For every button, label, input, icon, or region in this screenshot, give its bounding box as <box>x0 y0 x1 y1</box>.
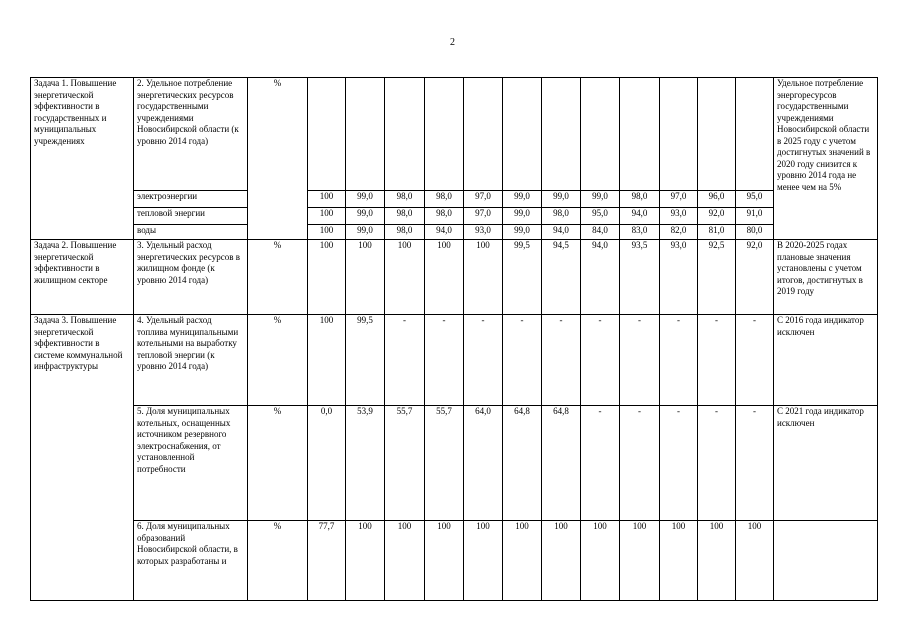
value-cell: 100 <box>425 240 464 315</box>
value-cell: 93,0 <box>660 208 698 225</box>
value-cell: 99,0 <box>542 191 581 208</box>
value-cell: - <box>464 315 503 406</box>
value-cell: - <box>503 315 542 406</box>
value-cell <box>542 78 581 191</box>
value-cell: 99,0 <box>346 208 385 225</box>
value-cell: 94,0 <box>620 208 660 225</box>
value-cell: 100 <box>464 240 503 315</box>
value-cell: 83,0 <box>620 225 660 240</box>
value-cell: 100 <box>308 225 346 240</box>
value-cell: 100 <box>308 208 346 225</box>
unit-cell: % <box>248 315 308 406</box>
value-cell: 100 <box>346 521 385 601</box>
value-cell: 53,9 <box>346 406 385 521</box>
table-row <box>31 315 878 406</box>
value-cell <box>425 78 464 191</box>
value-cell: 98,0 <box>425 191 464 208</box>
value-cell: 100 <box>620 521 660 601</box>
indicators-table <box>30 77 878 601</box>
value-cell: - <box>698 406 736 521</box>
value-cell: 100 <box>736 521 774 601</box>
unit-cell: % <box>248 78 308 240</box>
unit-cell: % <box>248 406 308 521</box>
value-cell: 99,0 <box>346 225 385 240</box>
note-cell <box>774 521 878 601</box>
value-cell: 98,0 <box>385 191 425 208</box>
value-cell: - <box>698 315 736 406</box>
value-cell: 100 <box>385 240 425 315</box>
value-cell: - <box>581 315 620 406</box>
value-cell <box>346 78 385 191</box>
value-cell: 77,7 <box>308 521 346 601</box>
value-cell: 100 <box>425 521 464 601</box>
value-cell: 100 <box>308 240 346 315</box>
value-cell: 100 <box>581 521 620 601</box>
value-cell: 0,0 <box>308 406 346 521</box>
value-cell: 55,7 <box>425 406 464 521</box>
value-cell: - <box>736 315 774 406</box>
value-cell: 100 <box>308 191 346 208</box>
value-cell: 98,0 <box>542 208 581 225</box>
value-cell: 81,0 <box>698 225 736 240</box>
value-cell: 100 <box>698 521 736 601</box>
value-cell: 55,7 <box>385 406 425 521</box>
value-cell: 97,0 <box>660 191 698 208</box>
subrow-label: воды <box>134 225 248 240</box>
value-cell: 100 <box>542 521 581 601</box>
value-cell <box>581 78 620 191</box>
value-cell <box>503 78 542 191</box>
value-cell: 100 <box>660 521 698 601</box>
table-row <box>31 191 878 208</box>
table-row <box>31 208 878 225</box>
value-cell: 93,0 <box>464 225 503 240</box>
value-cell <box>698 78 736 191</box>
value-cell: 97,0 <box>464 191 503 208</box>
value-cell: 64,8 <box>542 406 581 521</box>
note-cell: Удельное потребление энергоресурсов государственными учреждениями Новосибирской области в 2025 году с учетом достигнутых значений в 2020 году снизится к уровню 2014 года не менее чем на 5% <box>774 78 878 240</box>
value-cell: 99,0 <box>581 191 620 208</box>
value-cell <box>385 78 425 191</box>
value-cell: 100 <box>385 521 425 601</box>
value-cell: 92,0 <box>698 208 736 225</box>
note-cell: С 2021 года индикатор исключен <box>774 406 878 521</box>
value-cell: - <box>581 406 620 521</box>
unit-cell: % <box>248 521 308 601</box>
value-cell: 99,5 <box>346 315 385 406</box>
value-cell: 84,0 <box>581 225 620 240</box>
task-cell: Задача 1. Повышение энергетической эффективности в государственных и муниципальных учреждениях <box>31 78 134 240</box>
value-cell: 100 <box>503 521 542 601</box>
value-cell: 80,0 <box>736 225 774 240</box>
value-cell: - <box>620 406 660 521</box>
task-cell: Задача 3. Повышение энергетической эффективности в системе коммунальной инфраструктуры <box>31 315 134 601</box>
value-cell <box>308 78 346 191</box>
value-cell: - <box>425 315 464 406</box>
note-cell: В 2020-2025 годах плановые значения установлены с учетом итогов, достигнутых в 2019 году <box>774 240 878 315</box>
value-cell: - <box>385 315 425 406</box>
value-cell: 99,0 <box>503 191 542 208</box>
note-cell: С 2016 года индикатор исключен <box>774 315 878 406</box>
value-cell: 95,0 <box>581 208 620 225</box>
table-row <box>31 78 878 191</box>
value-cell: - <box>620 315 660 406</box>
value-cell: 100 <box>346 240 385 315</box>
value-cell <box>660 78 698 191</box>
value-cell: 93,5 <box>620 240 660 315</box>
value-cell: 95,0 <box>736 191 774 208</box>
value-cell: 99,5 <box>503 240 542 315</box>
indicator-cell: 6. Доля муниципальных образований Новосибирской области, в которых разработаны и <box>134 521 248 601</box>
subrow-label: электроэнергии <box>134 191 248 208</box>
value-cell: 94,5 <box>542 240 581 315</box>
value-cell: 96,0 <box>698 191 736 208</box>
value-cell: - <box>660 406 698 521</box>
indicator-cell: 4. Удельный расход топлива муниципальными котельными на выработку тепловой энергии (к уровню 2014 года) <box>134 315 248 406</box>
table-row <box>31 521 878 601</box>
value-cell: 99,0 <box>346 191 385 208</box>
value-cell: 100 <box>464 521 503 601</box>
value-cell: 99,0 <box>503 208 542 225</box>
value-cell: 92,5 <box>698 240 736 315</box>
value-cell <box>736 78 774 191</box>
value-cell: 94,0 <box>581 240 620 315</box>
value-cell: 98,0 <box>620 191 660 208</box>
value-cell: 94,0 <box>542 225 581 240</box>
value-cell: 64,0 <box>464 406 503 521</box>
value-cell: - <box>542 315 581 406</box>
subrow-label: тепловой энергии <box>134 208 248 225</box>
table-row <box>31 240 878 315</box>
value-cell: 98,0 <box>385 208 425 225</box>
value-cell: 93,0 <box>660 240 698 315</box>
value-cell: 64,8 <box>503 406 542 521</box>
value-cell: 91,0 <box>736 208 774 225</box>
value-cell: 94,0 <box>425 225 464 240</box>
table-row <box>31 406 878 521</box>
value-cell: 99,0 <box>503 225 542 240</box>
unit-cell: % <box>248 240 308 315</box>
indicator-cell: 5. Доля муниципальных котельных, оснащенных источником резервного электроснабжения, от установленной потребности <box>134 406 248 521</box>
value-cell <box>620 78 660 191</box>
value-cell: - <box>736 406 774 521</box>
indicator-cell: 3. Удельный расход энергетических ресурсов в жилищном фонде (к уровню 2014 года) <box>134 240 248 315</box>
value-cell: 98,0 <box>425 208 464 225</box>
value-cell: 92,0 <box>736 240 774 315</box>
indicator-cell: 2. Удельное потребление энергетических ресурсов государственными учреждениями Новосибирской области (к уровню 2014 года) <box>134 78 248 191</box>
page-number: 2 <box>450 37 455 48</box>
value-cell <box>464 78 503 191</box>
value-cell: 98,0 <box>385 225 425 240</box>
value-cell: 82,0 <box>660 225 698 240</box>
value-cell: - <box>660 315 698 406</box>
table-row <box>31 225 878 240</box>
value-cell: 100 <box>308 315 346 406</box>
value-cell: 97,0 <box>464 208 503 225</box>
task-cell: Задача 2. Повышение энергетической эффективности в жилищном секторе <box>31 240 134 315</box>
